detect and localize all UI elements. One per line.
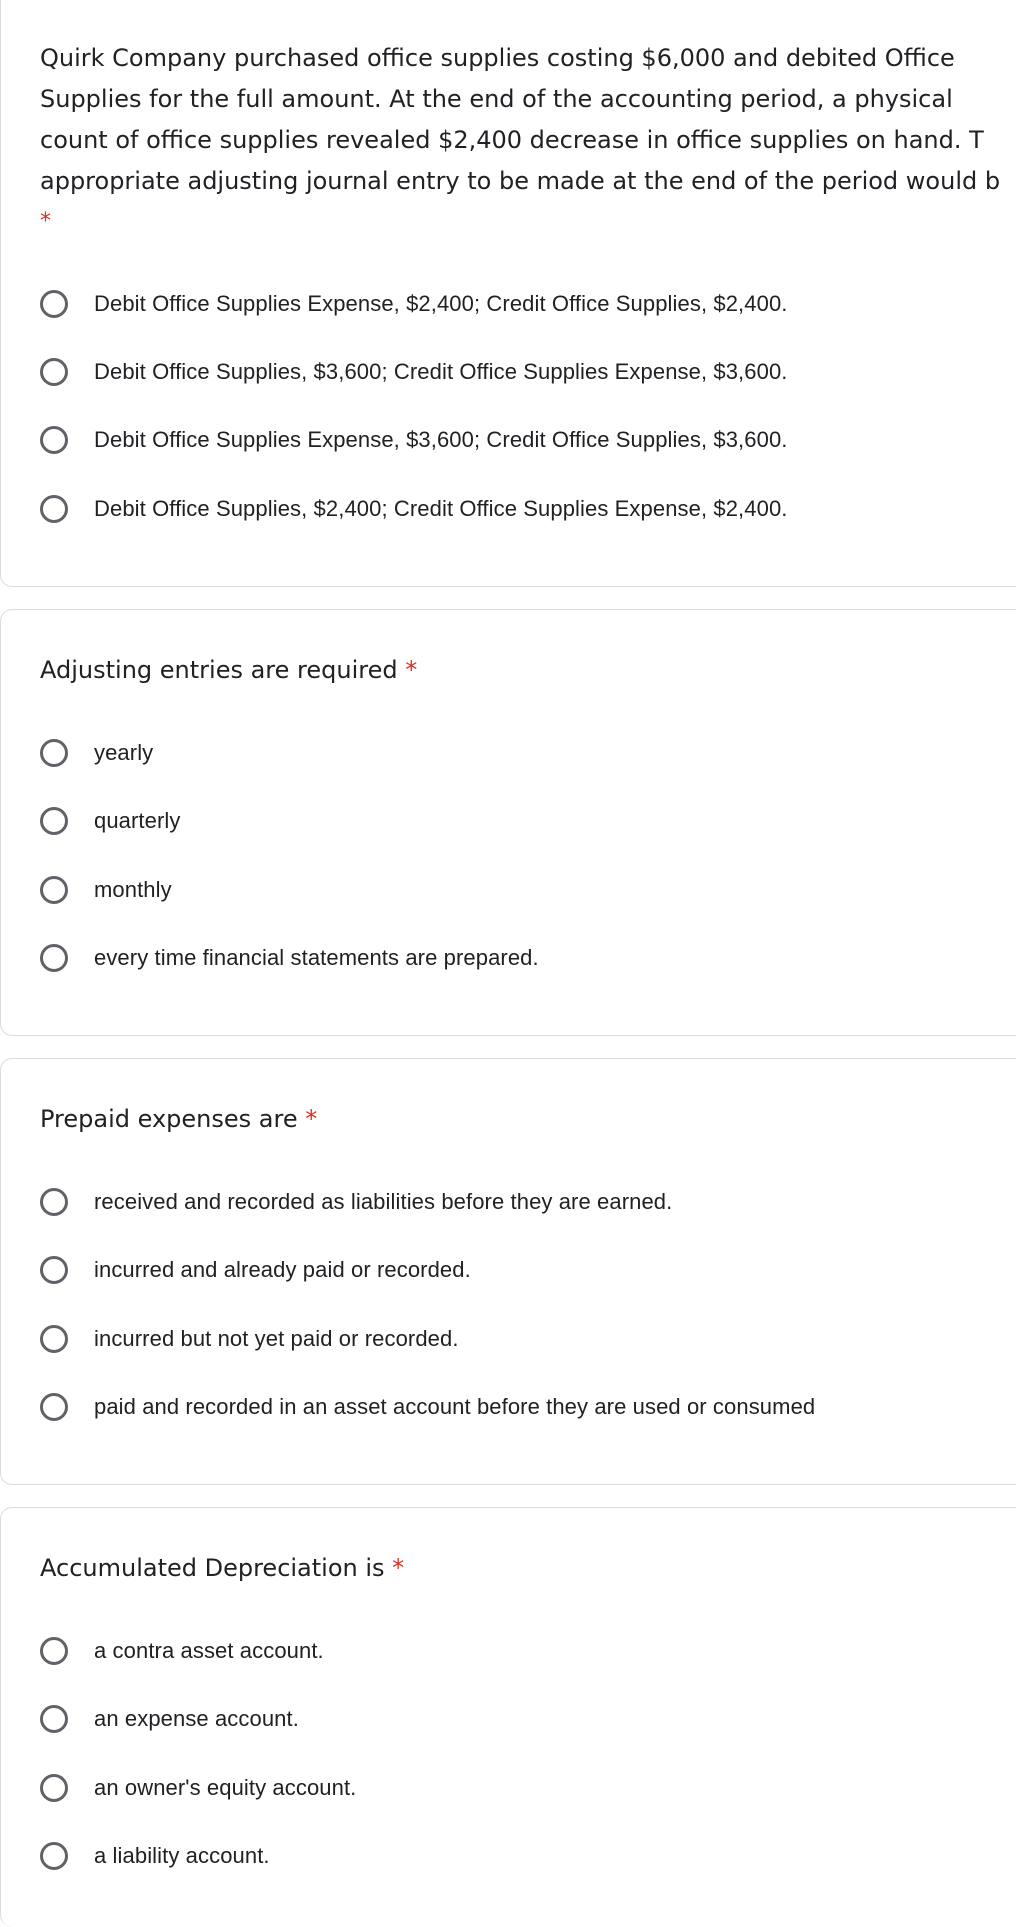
- radio-button[interactable]: [40, 739, 68, 767]
- option-label: Debit Office Supplies Expense, $3,600; Credit Office Supplies, $3,600.: [94, 427, 788, 452]
- radio-button[interactable]: [40, 1637, 68, 1665]
- question-4-option-1[interactable]: [40, 1631, 324, 1671]
- radio-button[interactable]: [40, 1774, 68, 1802]
- option-label: incurred but not yet paid or recorded.: [94, 1326, 459, 1351]
- radio-button[interactable]: [40, 1705, 68, 1733]
- option-label: yearly: [94, 740, 154, 765]
- required-marker: *: [305, 1105, 318, 1133]
- radio-button[interactable]: [40, 944, 68, 972]
- radio-button[interactable]: [40, 495, 68, 523]
- radio-button[interactable]: [40, 1842, 68, 1870]
- question-1-title-line-2: Supplies for the full amount. At the end of the accounting period, a physical: [40, 85, 953, 113]
- radio-button[interactable]: [40, 876, 68, 904]
- question-1-option-1[interactable]: [40, 284, 788, 324]
- question-1-option-4[interactable]: [40, 489, 788, 529]
- option-label: quarterly: [94, 808, 181, 833]
- radio-button[interactable]: [40, 1256, 68, 1284]
- radio-button[interactable]: [40, 1325, 68, 1353]
- question-3-title: [40, 1099, 317, 1140]
- question-2-option-4[interactable]: [40, 938, 539, 978]
- question-1-option-3[interactable]: [40, 420, 788, 460]
- option-label: Debit Office Supplies, $2,400; Credit Office Supplies Expense, $2,400.: [94, 496, 788, 521]
- radio-button[interactable]: [40, 358, 68, 386]
- question-1-title-line-1: Quirk Company purchased office supplies costing $6,000 and debited Office: [40, 44, 955, 72]
- option-label: Debit Office Supplies, $3,600; Credit Office Supplies Expense, $3,600.: [94, 359, 788, 384]
- question-1-required-marker: *: [40, 209, 51, 234]
- question-2-title: [40, 650, 417, 691]
- question-3-title-text: Prepaid expenses are: [40, 1105, 298, 1133]
- option-label: an owner's equity account.: [94, 1775, 357, 1800]
- radio-button[interactable]: [40, 807, 68, 835]
- question-1-option-2[interactable]: [40, 352, 788, 392]
- question-2-title-text: Adjusting entries are required: [40, 656, 398, 684]
- question-4-title-text: Accumulated Depreciation is: [40, 1554, 385, 1582]
- question-4-option-3[interactable]: [40, 1768, 356, 1808]
- question-4-title: [40, 1548, 404, 1589]
- radio-button[interactable]: [40, 1393, 68, 1421]
- question-3-option-2[interactable]: [40, 1250, 471, 1290]
- question-3-option-1[interactable]: [40, 1182, 672, 1222]
- option-label: a liability account.: [94, 1843, 270, 1868]
- option-label: received and recorded as liabilities before they are earned.: [94, 1189, 673, 1214]
- radio-button[interactable]: [40, 1188, 68, 1216]
- question-4-option-2[interactable]: [40, 1699, 299, 1739]
- question-2-option-1[interactable]: [40, 733, 153, 773]
- required-marker: *: [405, 656, 418, 684]
- option-label: a contra asset account.: [94, 1638, 324, 1663]
- required-marker: *: [392, 1554, 405, 1582]
- option-label: an expense account.: [94, 1706, 299, 1731]
- radio-button[interactable]: [40, 426, 68, 454]
- option-label: incurred and already paid or recorded.: [94, 1257, 471, 1282]
- question-2-option-3[interactable]: [40, 870, 172, 910]
- option-label: monthly: [94, 877, 172, 902]
- radio-button[interactable]: [40, 290, 68, 318]
- question-4-option-4[interactable]: [40, 1836, 270, 1876]
- question-2-option-2[interactable]: [40, 801, 181, 841]
- question-1-title-line-4: appropriate adjusting journal entry to be made at the end of the period would b: [40, 167, 1001, 195]
- question-3-option-3[interactable]: [40, 1319, 459, 1359]
- option-label: every time financial statements are prepared.: [94, 945, 539, 970]
- question-1-title-line-3: count of office supplies revealed $2,400 decrease in office supplies on hand. T: [40, 126, 984, 154]
- option-label: Debit Office Supplies Expense, $2,400; Credit Office Supplies, $2,400.: [94, 291, 788, 316]
- question-3-option-4[interactable]: [40, 1387, 815, 1427]
- option-label: paid and recorded in an asset account before they are used or consumed: [94, 1394, 816, 1419]
